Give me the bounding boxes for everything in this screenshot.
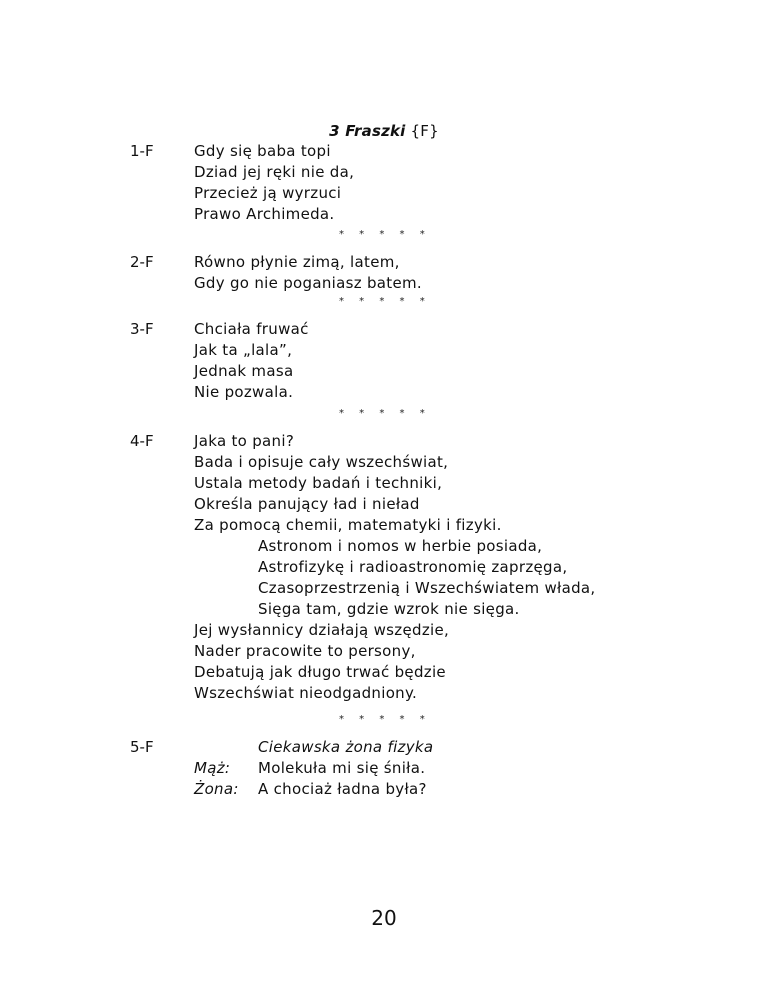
- fraszka-lines: [194, 141, 674, 225]
- verse-line: Debatują jak długo trwać będzie: [194, 663, 446, 681]
- page-number: 20: [371, 906, 397, 930]
- verse-line: Jak ta „lala”,: [194, 341, 293, 359]
- separator: * * * * *: [339, 714, 425, 725]
- verse-line: Gdy się baba topi: [194, 142, 331, 160]
- verse-line: Astronom i nomos w herbie posiada,: [258, 537, 543, 555]
- fraszka-lines: [194, 431, 674, 704]
- verse-line: Ustala metody badań i techniki,: [194, 474, 443, 492]
- dialogue-line: [194, 779, 674, 800]
- verse-line: Sięga tam, gdzie wzrok nie sięga.: [258, 600, 520, 618]
- verse-line: Określa panujący ład i nieład: [194, 495, 420, 513]
- verse-line: Wszechświat nieodgadniony.: [194, 684, 418, 702]
- verse-line: Czasoprzestrzenią i Wszechświatem włada,: [258, 579, 596, 597]
- fraszka-lines: [194, 319, 674, 403]
- fraszka-number: 3-F: [130, 320, 154, 338]
- speaker-label: Mąż:: [194, 759, 231, 777]
- fraszka-subtitle: Ciekawska żona fizyka: [258, 738, 434, 756]
- fraszka-number: 2-F: [130, 253, 154, 271]
- verse-line: Dziad jej ręki nie da,: [194, 163, 355, 181]
- separator: * * * * *: [339, 229, 425, 240]
- verse-line: Astrofizykę i radioastronomię zaprzęga,: [258, 558, 568, 576]
- separator: * * * * *: [339, 296, 425, 307]
- section-title: 3 Fraszki: [329, 122, 406, 140]
- verse-line: Przecież ją wyrzuci: [194, 184, 342, 202]
- fraszka-lines: [194, 737, 674, 800]
- speech-text: A chociaż ładna była?: [258, 780, 427, 798]
- fraszka-number: 4-F: [130, 432, 154, 450]
- dialogue-line: [194, 758, 674, 779]
- speaker-label: Żona:: [194, 780, 239, 798]
- verse-line: Za pomocą chemii, matematyki i fizyki.: [194, 516, 502, 534]
- verse-line: Jaka to pani?: [194, 432, 295, 450]
- verse-line: Gdy go nie poganiasz batem.: [194, 274, 422, 292]
- verse-line: Jej wysłannicy działają wszędzie,: [194, 621, 450, 639]
- verse-line: Bada i opisuje cały wszechświat,: [194, 453, 449, 471]
- verse-line: Nader pracowite to persony,: [194, 642, 416, 660]
- verse-line: Równo płynie zimą, latem,: [194, 253, 400, 271]
- fraszka-lines: [194, 252, 674, 294]
- speech-text: Molekuła mi się śniła.: [258, 759, 426, 777]
- section-heading: [0, 122, 768, 140]
- section-tag: {F}: [410, 122, 439, 140]
- fraszka-number: 5-F: [130, 738, 154, 756]
- separator: * * * * *: [339, 408, 425, 419]
- verse-line: Jednak masa: [194, 362, 294, 380]
- verse-line: Chciała fruwać: [194, 320, 309, 338]
- fraszka-number: 1-F: [130, 142, 154, 160]
- verse-line: Nie pozwala.: [194, 383, 294, 401]
- verse-line: Prawo Archimeda.: [194, 205, 335, 223]
